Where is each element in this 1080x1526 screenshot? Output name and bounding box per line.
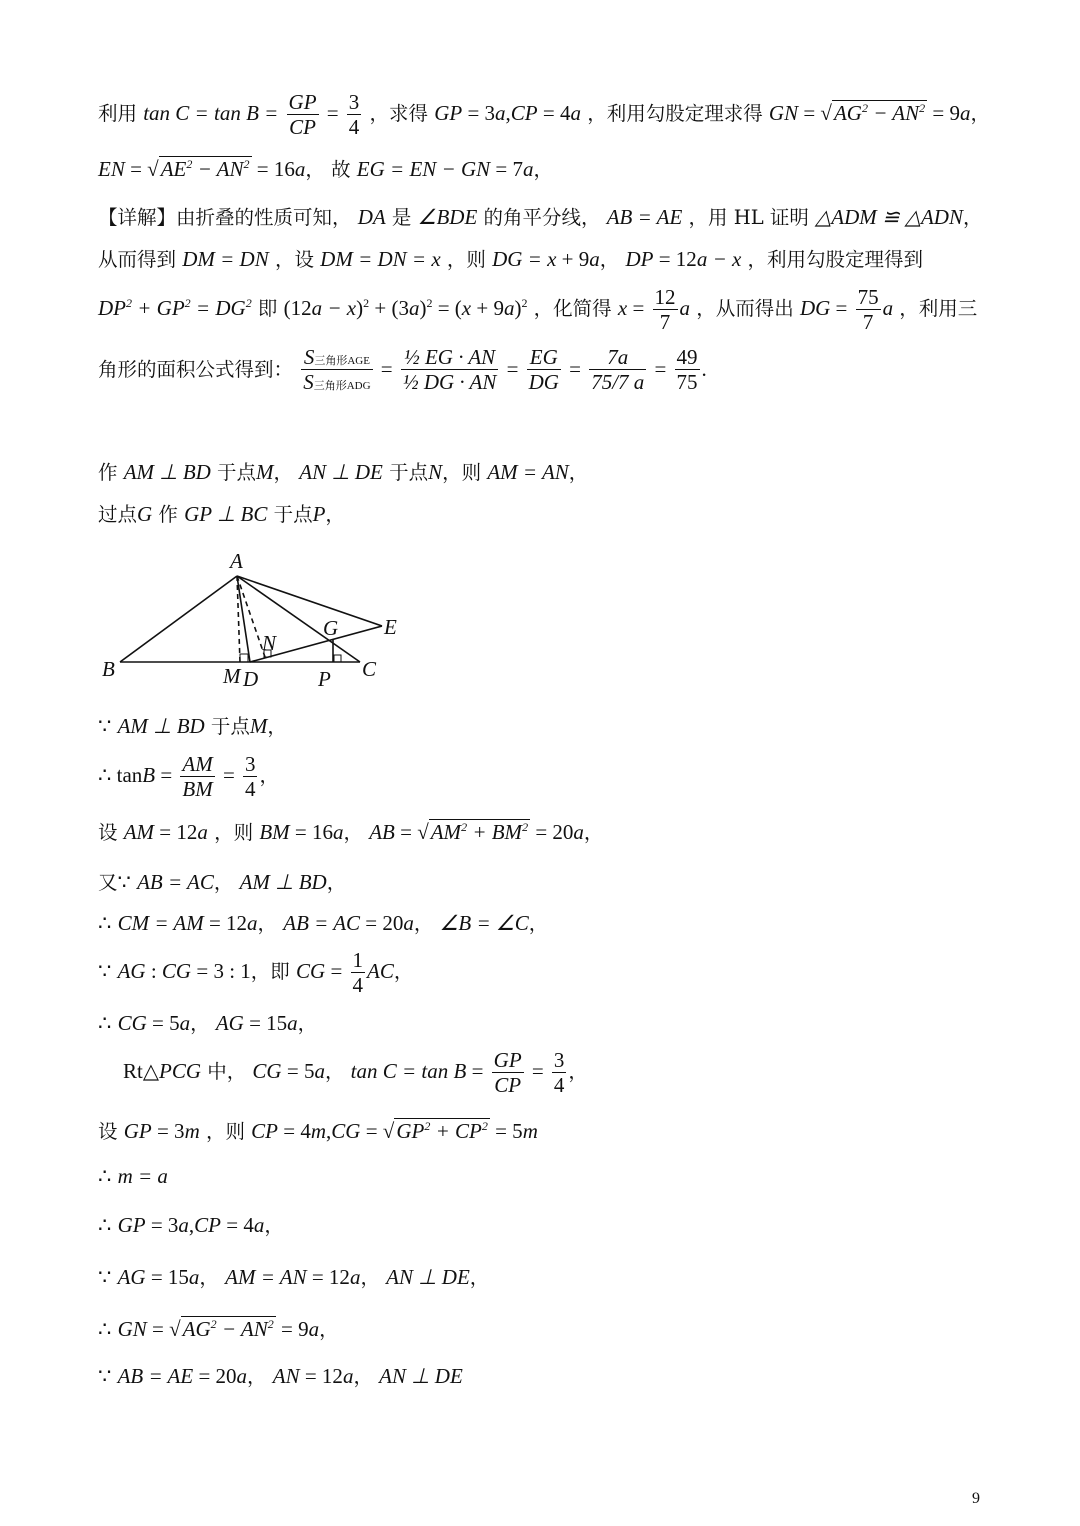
point-label: C <box>362 657 377 681</box>
text: 过点 <box>98 503 138 526</box>
text: 作 <box>158 503 178 526</box>
line-16: Rt△PCG 中， CG = 5a， tan C = tan B = $\frac{GP}{CP}$ = $\frac{3}{4}$ ， <box>123 1048 588 1098</box>
text: ，化简得 <box>533 297 612 321</box>
text: ，即 <box>250 960 290 984</box>
fraction: $\frac{12}{7}$ <box>654 285 676 335</box>
line-14: ∵ AG : CG = 3 : 1，即 CG = $\frac{1}{4}$ AC， <box>98 948 414 998</box>
text: 于点 <box>210 715 250 738</box>
fraction: S三角形AGE S三角形ADG <box>303 345 371 395</box>
point-label: A <box>230 549 243 573</box>
text: 角形的面积公式得到： <box>98 357 294 381</box>
line-7: 作 AM ⊥ BD 于点M， AN ⊥ DE 于点N，则 AM = AN， <box>98 460 589 484</box>
text: ，设 <box>274 248 314 271</box>
text: 设 <box>98 821 118 844</box>
fraction: $\frac{3}{4}$ <box>348 90 360 140</box>
fraction: $\frac{EG}{DG}$ <box>528 345 559 395</box>
fraction: $\frac{75}{7}$ <box>857 285 879 335</box>
line-6: 角形的面积公式得到： S三角形AGE S三角形ADG = $\frac{\text{½ EG · AN}}{\text{½ DG · AN}}$ = $\frac{EG}{DG}$ = $\frac{7a}{75/7 a}$ = $\frac{49}{75}$ . <box>98 345 707 395</box>
line-18: ∴ m = a <box>98 1164 168 1188</box>
segment-AE <box>237 576 382 626</box>
line-22: ∵ AB = AE = 20a， AN = 12a， AN ⊥ DE <box>98 1364 463 1388</box>
text: 又 <box>98 871 118 894</box>
text: ，求得 <box>369 102 428 126</box>
line-2: EN = $√AE^2 - AN^2 = 16a$， 故 EG = EN − GN = 7a， <box>98 157 553 181</box>
line-4: 从而得到 DM = DN ，设 DM = DN = x ，则 DG = x + 9a， DP = 12a − x ，利用勾股定理得到 <box>98 247 924 271</box>
text: 于点 <box>273 503 313 526</box>
point-label: P <box>318 667 331 690</box>
text: 于点 <box>389 461 429 484</box>
point-label: B <box>102 657 115 681</box>
segment-AB <box>120 576 237 662</box>
fraction: $\frac{7a}{75/7 a}$ <box>591 345 645 395</box>
point-label: D <box>243 667 259 690</box>
fraction: $\frac{GP}{CP}$ <box>288 90 317 140</box>
point-label: E <box>384 615 397 639</box>
fraction: $\frac{GP}{CP}$ <box>493 1048 522 1098</box>
line-12: 又∵ AB = AC， AM ⊥ BD， <box>98 870 347 894</box>
line-9: ∵ AM ⊥ BD 于点M， <box>98 714 287 738</box>
fraction: $\frac{1}{4}$ <box>352 948 363 998</box>
page-number: 9 <box>972 1490 980 1507</box>
fraction: $\frac{49}{75}$ <box>676 345 698 395</box>
text: ，从而得出 <box>696 297 794 321</box>
text: 于点 <box>217 461 257 484</box>
geometry-figure <box>95 545 415 690</box>
text: 从而得到 <box>98 248 177 271</box>
text: 设 <box>98 1120 118 1143</box>
text: ，则 <box>214 821 254 844</box>
fraction: $\frac{3}{4}$ <box>553 1048 565 1098</box>
point-label: M <box>223 664 241 688</box>
text: 故 <box>331 158 351 181</box>
right-angle-P <box>334 655 341 662</box>
text: ，则 <box>205 1120 245 1143</box>
text: 中， <box>207 1060 247 1084</box>
text: ，利用勾股定理得到 <box>747 248 924 271</box>
text: 即 <box>257 297 278 321</box>
fraction: $\frac{AM}{BM}$ <box>182 752 213 802</box>
right-angle-M <box>240 654 248 662</box>
point-label: G <box>323 616 339 640</box>
fraction: $\frac{\text{½ EG · AN}}{\text{½ DG · AN}}$ <box>402 345 497 395</box>
line-10: ∴ tanB = $\frac{AM}{BM}$ = $\frac{3}{4}$ ， <box>98 752 279 802</box>
line-15: ∴ CG = 5a， AG = 15a， <box>98 1011 318 1035</box>
point-label: N <box>262 631 277 655</box>
text: ，利用勾股定理求得 <box>587 102 763 126</box>
line-3: 【详解】由折叠的性质可知， DA 是 ∠BDE 的角平分线， AB = AE ，用 HL 证明 △ADM ≌ △ADN， <box>98 205 983 229</box>
line-21: ∴ GN = $√AG^2 - AN^2 = 9a$， <box>98 1317 339 1341</box>
text: 【详解】由折叠的性质可知， <box>98 206 352 229</box>
line-13: ∴ CM = AM = 12a， AB = AC = 20a， ∠B = ∠C， <box>98 911 549 935</box>
text: 的角平分线， <box>483 206 601 229</box>
line-11: 设 AM = 12a ，则 BM = 16a， AB = $√AM^2 + BM^2 = 20a$， <box>98 820 604 844</box>
line-17: 设 GP = 3m ，则 CP = $4m,CG = √GP^2 + CP^2 = 5m$ <box>98 1119 538 1143</box>
line-19: ∴ GP = 3a,CP = 4a， <box>98 1213 284 1237</box>
text: ，则 <box>446 248 486 271</box>
fraction: $\frac{3}{4}$ <box>244 752 256 802</box>
text: ，用 HL 证明 <box>688 206 809 229</box>
line-5: $DP^2 + GP^2 = DG^2$ 即 $(12a - x)^2 + (3a)^2 = (x + 9a)^2$ ，化简得 x = $\frac{12}{7}$ a ，从而得出 DG = $\frac{75}{7}$ a ，利用三 <box>98 285 978 335</box>
line-1: 利用 tan C = tan B = $\frac{GP}{CP}$ = $\frac{3}{4}$ ，求得 GP = 3a,CP = 4a ，利用勾股定理求得 GN = $√AG^2 - AN^2 = 9a$， <box>98 90 990 140</box>
line-8: 过点G 作 GP ⊥ BC 于点P， <box>98 502 345 526</box>
text: 利用 <box>98 102 138 126</box>
text: 是 <box>391 206 412 229</box>
text: 作 <box>98 461 118 484</box>
segment-AN <box>237 576 265 657</box>
line-20: ∵ AG = 15a， AM = AN = 12a， AN ⊥ DE， <box>98 1265 490 1289</box>
text: ，利用三 <box>899 297 978 321</box>
